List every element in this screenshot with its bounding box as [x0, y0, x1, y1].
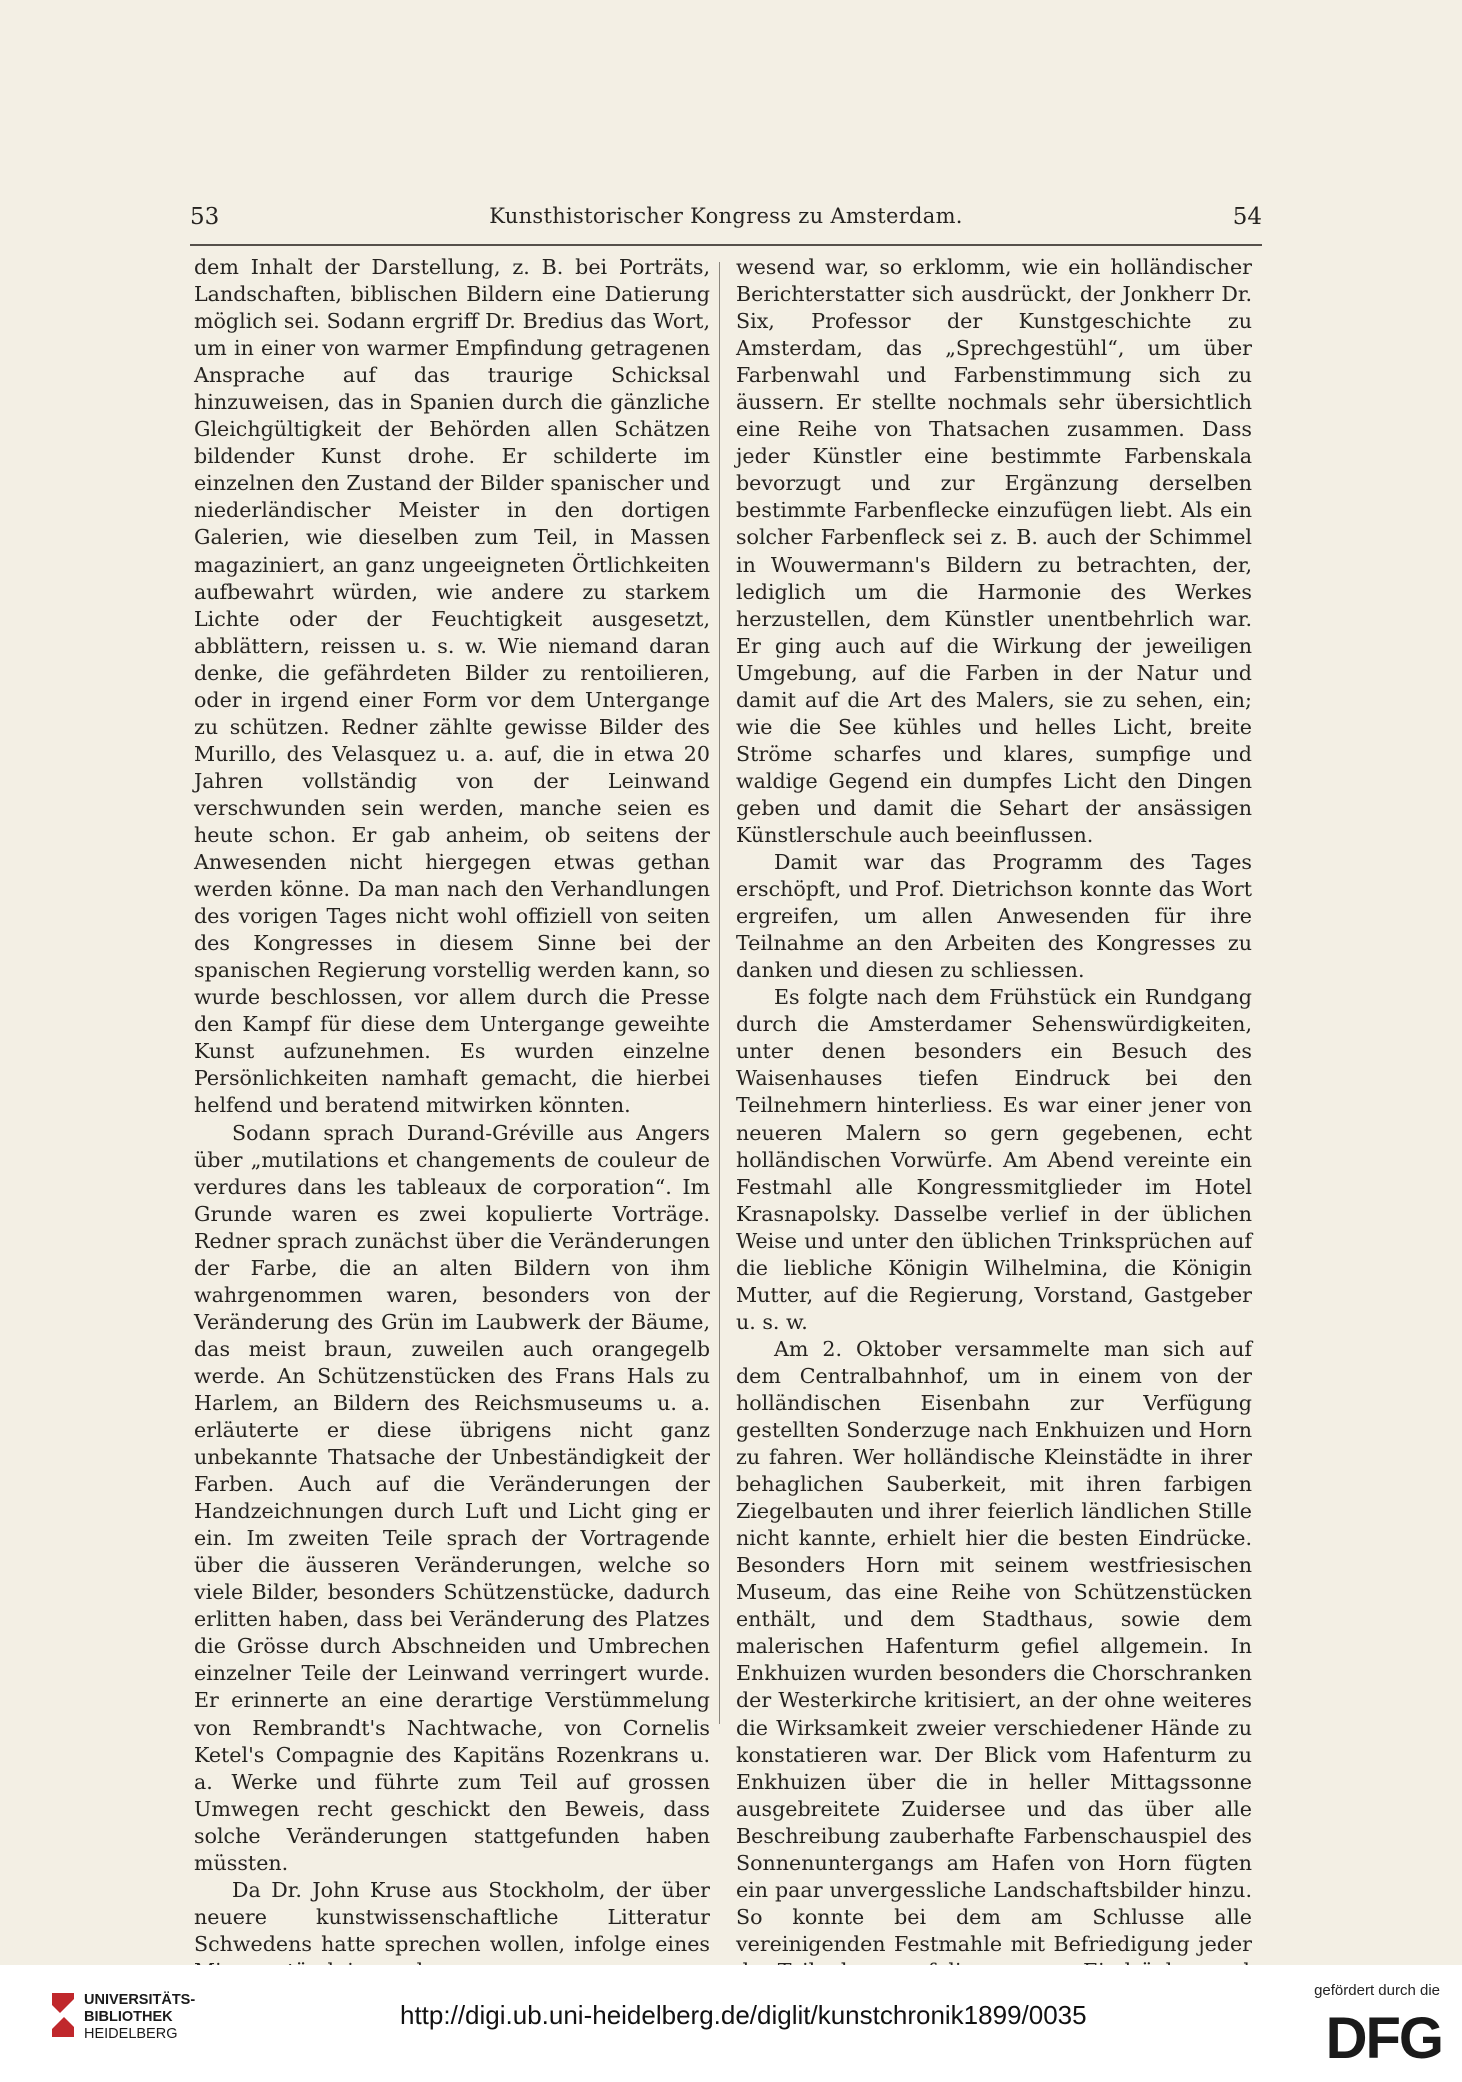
dfg-logo: DFG	[1325, 2006, 1442, 2071]
column-divider	[719, 262, 720, 1724]
page-number-right: 54	[1232, 204, 1262, 230]
paragraph: Am 2. Oktober versammelte man sich auf dem Centralbahnhof, um in einem von der holländischen Eisenbahn zur Verfügung gestellten Sonderzuge nach Enkhuizen und Horn zu fahren. Wer holländische Kleinstädte in ihrer behaglichen Sauberkeit, mit ihren farbigen Ziegelbauten und ihrer feierlich ländlichen Stille nicht kannte, erhielt hier die besten Eindrücke. Besonders Horn mit seinem westfriesischen Museum, das eine Reihe von Schützenstücken enthält, und dem Stadthaus, sowie dem malerischen Hafenturm gefiel allgemein. In Enkhuizen wurden besonders die Chorschranken der Westerkirche kritisiert, an der ohne weiteres die Wirksamkeit zweier verschiedener Hände zu konstatieren war. Der Blick vom Hafenturm zu Enkhuizen über die in heller Mittagssonne ausgebreitete Zuidersee und das über alle Beschreibung zauberhafte Farbenschauspiel des Sonnenuntergangs am Hafen von Horn fügten ein paar unvergessliche Landschaftsbilder hinzu. So konnte bei dem am Schlusse alle vereinigenden Festmahle mit Befriedigung jeder	[736, 1336, 1252, 1956]
university-library-name: UNIVERSITÄTS- BIBLIOTHEK HEIDELBERG	[84, 1992, 196, 2042]
running-head: Kunsthistorischer Kongress zu Amsterdam.	[489, 204, 963, 228]
paragraph: Da Dr. John Kruse aus Stockholm, der über neuere kunstwissenschaftliche Litteratur Schwedens hatte sprechen wollen, infolge eines	[194, 1877, 710, 1956]
paragraph: dem Inhalt der Darstellung, z. B. bei Porträts, Landschaften, biblischen Bildern eine Datierung möglich sei. Sodann ergriff Dr. Bredius das Wort, um in einer von warmer Empfindung getragenen Ansprache auf das traurige Schicksal hinzuweisen, das in Spanien durch die gänzliche Gleichgültigkeit der Behörden allen Schätzen bildender Kunst drohe. Er schilderte im einzelnen den Zustand der Bilder spanischer und niederländischer Meister in den dortigen Galerien, wie dieselben zum Teil, in Massen magaziniert, an ganz ungeeigneten Örtlichkeiten aufbewahrt würden, wie andere zu starkem Lichte oder der Feuchtigkeit ausgesetzt, abblättern, reissen u. s. w. Wie niemand daran denke, die gefährdeten Bilder zu rentoilieren, oder in irgend einer Form vor dem Untergange zu schützen. Redner zählte gewisse Bilder des Murillo, des Velasquez u. a. auf, die in etwa 20 Jahren vollständig von der Leinwand verschwunden sein werden, manche seien es heute schon. Er gab anheim, ob seitens der Anwesenden nicht hiergegen etwas gethan werden könne. Da man nach den Verhandlungen des vorigen Tages nicht wohl offiziell von seiten des Kongresses in diesem Sinne bei der spanischen Regierung vorstellig werden kann, so wurde beschlossen, vor allem durch die Presse den Kampf für diese dem Untergange geweihte Kunst aufzunehmen. Es wurden einzelne Persönlichkeiten namhaft gemacht, die hierbei helfend und beratend mitwirken könnten.	[194, 255, 710, 1118]
left-column	[194, 254, 710, 1985]
paragraph: Es folgte nach dem Frühstück ein Rundgang durch die Amsterdamer Sehenswürdigkeiten, unter denen besonders ein Besuch des Waisenhauses tiefen Eindruck bei den Teilnehmern hinterliess. Es war einer jener von neueren Malern so gern gegebenen, echt holländischen Vorwürfe. Am Abend vereinte ein Festmahl alle Kongressmitglieder im Hotel Krasnapolsky. Dasselbe verlief in der üblichen Weise und unter den üblichen Trinksprüchen auf die liebliche Königin Wilhelmina, die Königin Mutter, auf die Regierung, Vorstand, Gastgeber u. s. w.	[736, 985, 1252, 1334]
right-column	[736, 254, 1252, 1985]
paragraph: Damit war das Programm des Tages erschöpft, und Prof. Dietrichson konnte das Wort ergreifen, um allen Anwesenden für ihre Teilnahme an den Arbeiten des Kongresses zu danken und diesen zu schliessen.	[736, 850, 1252, 983]
paragraph: Sodann sprach Durand-Gréville aus Angers über „mutilations et changements de couleur de verdures dans les tableaux de corporation“. Im Grunde waren es zwei kopulierte Vorträge. Redner sprach zunächst über die Veränderungen der Farbe, die an alten Bildern von ihm wahrgenommen waren, besonders von der Veränderung des Grün im Laubwerk der Bäume, das meist braun, zuweilen auch orangegelb werde. An Schützenstücken des Frans Hals zu Harlem, an Bildern des Reichsmuseums u. a. erläuterte er diese übrigens nicht ganz unbekannte Thatsache der Unbeständigkeit der Farben. Auch auf die Veränderungen der Handzeichnungen durch Luft und Licht ging er ein. Im zweiten Teile sprach der Vortragende über die äusseren Veränderungen, welche so viele Bilder, besonders Schützenstücke, dadurch erlitten haben, dass bei Veränderung des Platzes die Grösse durch Abschneiden und Umbrechen einzelner Teile der Leinwand verringert wurde. Er erinnerte an eine derartige Verstümmelung von Rembrandt's Nachtwache, von Cornelis Ketel's Compagnie des Kapitäns Rozenkrans u. a. Werke und führte zum Teil auf grossen Umwegen recht geschickt den Beweis, dass solche Veränderungen stattgefunden haben müssten.	[194, 1120, 710, 1875]
header-rule	[190, 244, 1262, 246]
footer-bar	[0, 1965, 1462, 2082]
page-header	[190, 204, 1262, 236]
funding-credit: gefördert durch die	[1314, 1982, 1440, 1999]
university-library-logo-icon	[48, 1989, 78, 2041]
page-number-left: 53	[190, 204, 220, 230]
source-url-link[interactable]: http://digi.ub.uni-heidelberg.de/diglit/kunstchronik1899/0035	[400, 2000, 1087, 2030]
paragraph: wesend war, so erklomm, wie ein holländischer Berichterstatter sich ausdrückt, der Jonkherr Dr. Six, Professor der Kunstgeschichte zu Amsterdam, das „Sprechgestühl“, um über Farbenwahl und Farbenstimmung sich zu äussern. Er stellte nochmals sehr übersichtlich eine Reihe von Thatsachen zusammen. Dass jeder Künstler eine bestimmte Farbenskala bevorzugt und zur Ergänzung derselben bestimmte Farbenflecke einzufügen liebt. Als ein solcher Farbenfleck sei z. B. auch der Schimmel in Wouwermann's Bildern zu betrachten, der, lediglich um die Harmonie des Werkes herzustellen, dem Künstler unentbehrlich war. Er ging auch auf die Wirkung der jeweiligen Umgebung, auf die Farben in der Natur und damit auf die Art des Malers, sie zu sehen, ein; wie die See kühles und helles Licht, breite Ströme scharfes und klares, sumpfige und waldige Gegend ein dumpfes Licht den Dingen geben und damit die Sehart der ansässigen Künstlerschule auch beeinflussen.	[736, 255, 1252, 847]
